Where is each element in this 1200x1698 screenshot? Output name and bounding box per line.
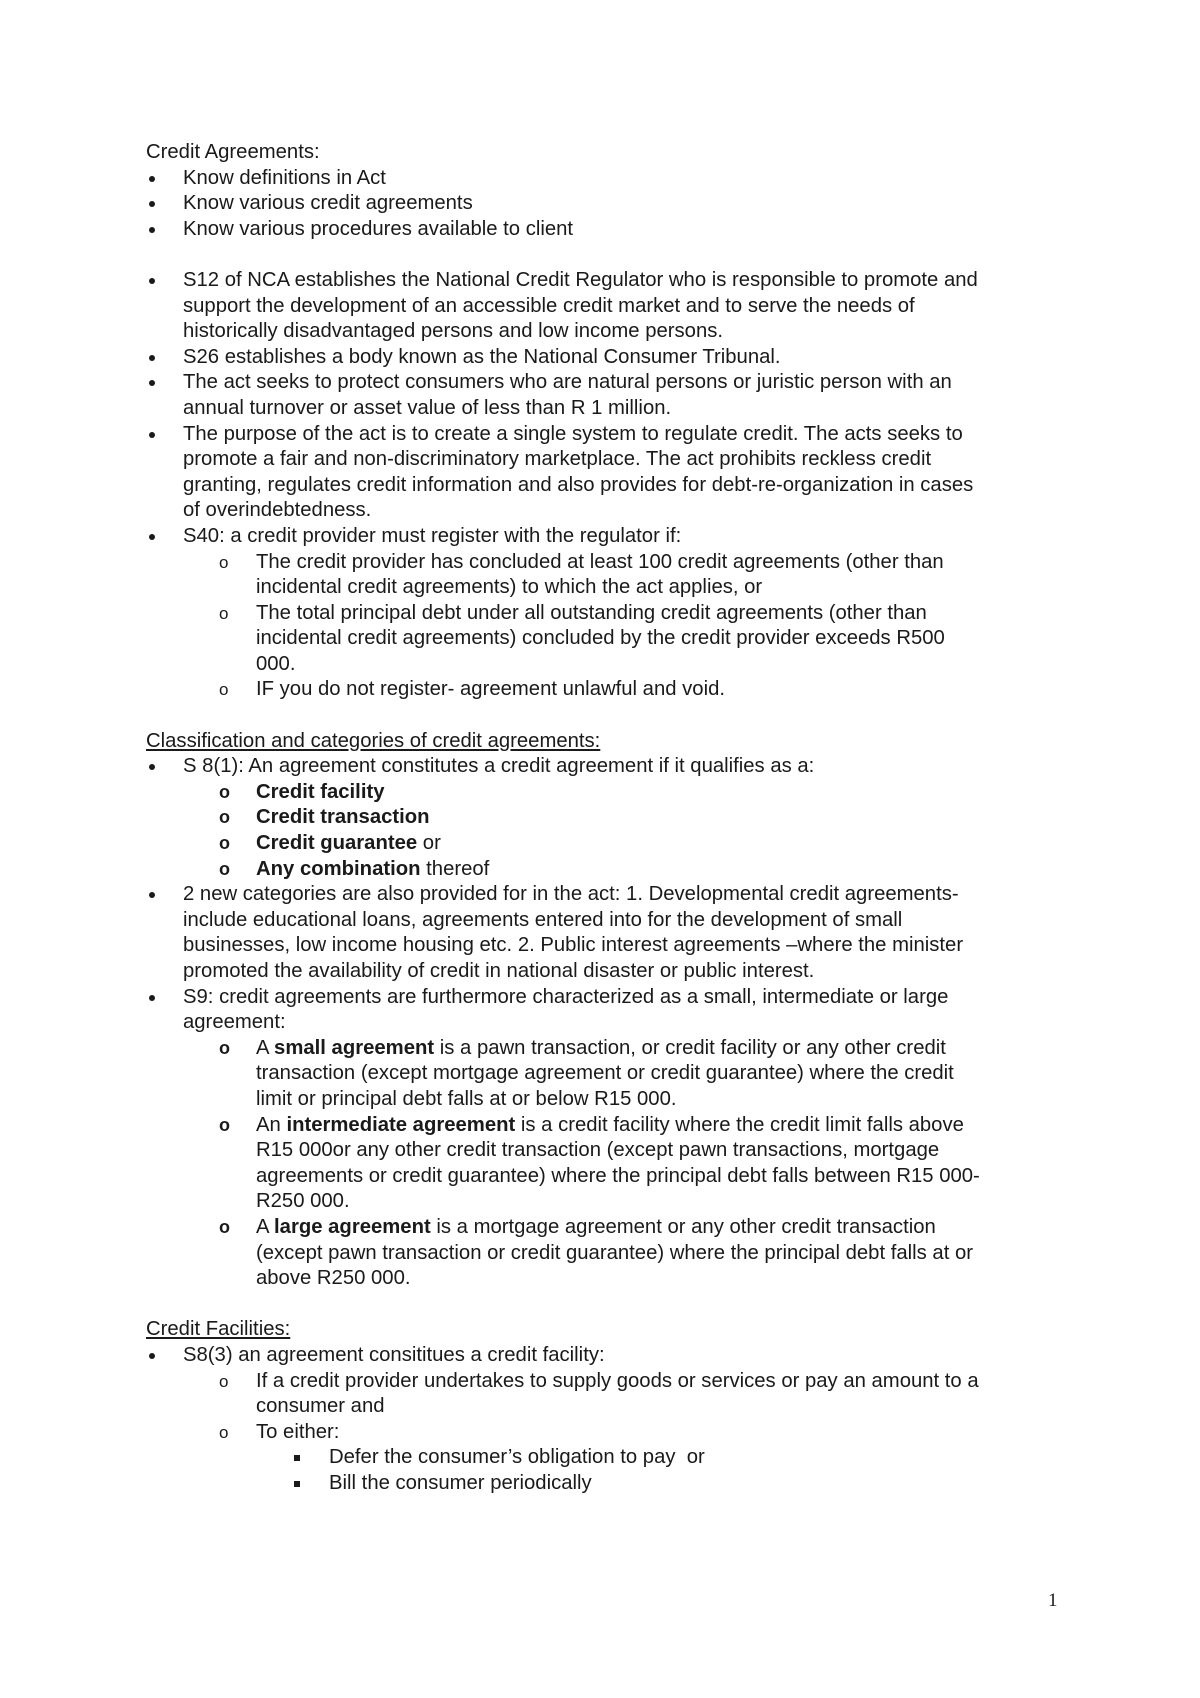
sub-list-item: o The total principal debt under all outstanding credit agreements (other than: [146, 601, 1076, 627]
circle-bullet-icon: o: [219, 1037, 230, 1058]
list-item-continuation: support the development of an accessible credit market and to serve the needs of: [183, 294, 915, 317]
section-heading-classification: Classification and categories of credit agreements:: [146, 729, 601, 752]
sub-list-item: o If a credit provider undertakes to supply goods or services or pay an amount to a: [146, 1369, 1076, 1395]
list-item-continuation: include educational loans, agreements entered into for the development of small: [183, 908, 903, 931]
list-item: Know definitions in Act: [183, 166, 386, 189]
spacer: [146, 1292, 1076, 1318]
sub-list-item-large: o A large agreement is a mortgage agreement or any other credit transaction: [146, 1215, 1076, 1241]
list-item-continuation: agreement:: [183, 1011, 286, 1034]
sub-list-item: o Any combination thereof: [146, 857, 1076, 883]
list-item: Know various procedures available to client: [183, 217, 574, 240]
spacer: [146, 703, 1076, 729]
list-item-s8-1: S 8(1): An agreement constitutes a credit agreement if it qualifies as a:: [183, 755, 815, 778]
sub-list-item-continuation: R250 000.: [256, 1190, 350, 1213]
circle-bullet-icon: o: [219, 807, 230, 828]
list-item-continuation: businesses, low income housing etc. 2. Public interest agreements –where the minister: [183, 934, 964, 957]
sub-list-item-continuation: 000.: [256, 652, 296, 675]
sub-list-item: o Credit facility: [146, 780, 1076, 806]
section-heading-credit-agreements: Credit Agreements:: [146, 141, 320, 163]
sub-list-item: o Credit transaction: [146, 805, 1076, 831]
list-item-categories: 2 new categories are also provided for in the act: 1. Developmental credit agreements-: [183, 883, 959, 906]
sub-list-item: o Credit guarantee or: [146, 831, 1076, 857]
sub-list-item: o To either:: [146, 1420, 1076, 1446]
list-item-s8-3: S8(3) an agreement consititues a credit facility:: [183, 1343, 605, 1366]
list-item: Know various credit agreements: [183, 192, 473, 215]
sub-list-item: o The credit provider has concluded at least 100 credit agreements (other than: [146, 550, 1076, 576]
circle-bullet-icon: o: [219, 1422, 229, 1442]
sub-list-item-continuation: incidental credit agreements) concluded by the credit provider exceeds R500: [256, 627, 945, 650]
list-item-continuation: of overindebtedness.: [183, 499, 372, 522]
circle-bullet-icon: o: [219, 603, 229, 623]
list-item-s12: S12 of NCA establishes the National Credit Regulator who is responsible to promote and: [183, 268, 978, 291]
sub-list-item-continuation: transaction (except mortgage agreement or credit guarantee) where the credit: [256, 1062, 954, 1085]
list-item-s26: S26 establishes a body known as the National Consumer Tribunal.: [183, 345, 781, 368]
sub-list-item-continuation: limit or principal debt falls at or below R15 000.: [256, 1087, 677, 1110]
list-item-continuation: granting, regulates credit information and also provides for debt-re-organization in cases: [183, 473, 974, 496]
list-item-continuation: annual turnover or asset value of less than R 1 million.: [183, 396, 672, 419]
list-item-s40: S40: a credit provider must register with the regulator if:: [183, 524, 682, 547]
circle-bullet-icon: o: [219, 1114, 230, 1135]
sub-list-item-continuation: R15 000or any other credit transaction (except pawn transactions, mortgage: [256, 1139, 940, 1162]
sub-sub-list-item: Defer the consumer’s obligation to pay or: [329, 1446, 705, 1469]
circle-bullet-icon: o: [219, 858, 230, 879]
circle-bullet-icon: o: [219, 552, 229, 572]
list-item-protect: The act seeks to protect consumers who are natural persons or juristic person with an: [183, 371, 952, 394]
spacer: [146, 242, 1076, 268]
circle-bullet-icon: o: [219, 1371, 229, 1391]
sub-sub-list-item: Bill the consumer periodically: [329, 1471, 592, 1494]
circle-bullet-icon: o: [219, 781, 230, 802]
sub-list-item-continuation: incidental credit agreements) to which the act applies, or: [256, 576, 763, 599]
page-number: 1: [1048, 1590, 1058, 1611]
circle-bullet-icon: o: [219, 833, 230, 854]
sub-list-item-small: o A small agreement is a pawn transaction, or credit facility or any other credit: [146, 1036, 1076, 1062]
circle-bullet-icon: o: [219, 1216, 230, 1237]
sub-list-item: o IF you do not register- agreement unlawful and void.: [146, 677, 1076, 703]
sub-list-item-continuation: consumer and: [256, 1395, 385, 1418]
list-item-continuation: promote a fair and non-discriminatory marketplace. The act prohibits reckless credit: [183, 448, 932, 471]
sub-list-item-continuation: (except pawn transaction or credit guarantee) where the principal debt falls at or: [256, 1241, 973, 1264]
sub-list-item-continuation: above R250 000.: [256, 1267, 411, 1290]
list-item-s9: S9: credit agreements are furthermore characterized as a small, intermediate or large: [183, 985, 949, 1008]
list-item-purpose: The purpose of the act is to create a single system to regulate credit. The acts seeks to: [183, 422, 963, 445]
sub-list-item-intermediate: o An intermediate agreement is a credit facility where the credit limit falls above: [146, 1113, 1076, 1139]
list-item-continuation: historically disadvantaged persons and low income persons.: [183, 320, 724, 343]
circle-bullet-icon: o: [219, 680, 229, 700]
list-item-continuation: promoted the availability of credit in national disaster or public interest.: [183, 960, 815, 982]
sub-list-item-continuation: agreements or credit guarantee) where the principal debt falls between R15 000-: [256, 1164, 980, 1187]
document-body: [146, 140, 1076, 1496]
section-heading-credit-facilities: Credit Facilities:: [146, 1318, 291, 1341]
